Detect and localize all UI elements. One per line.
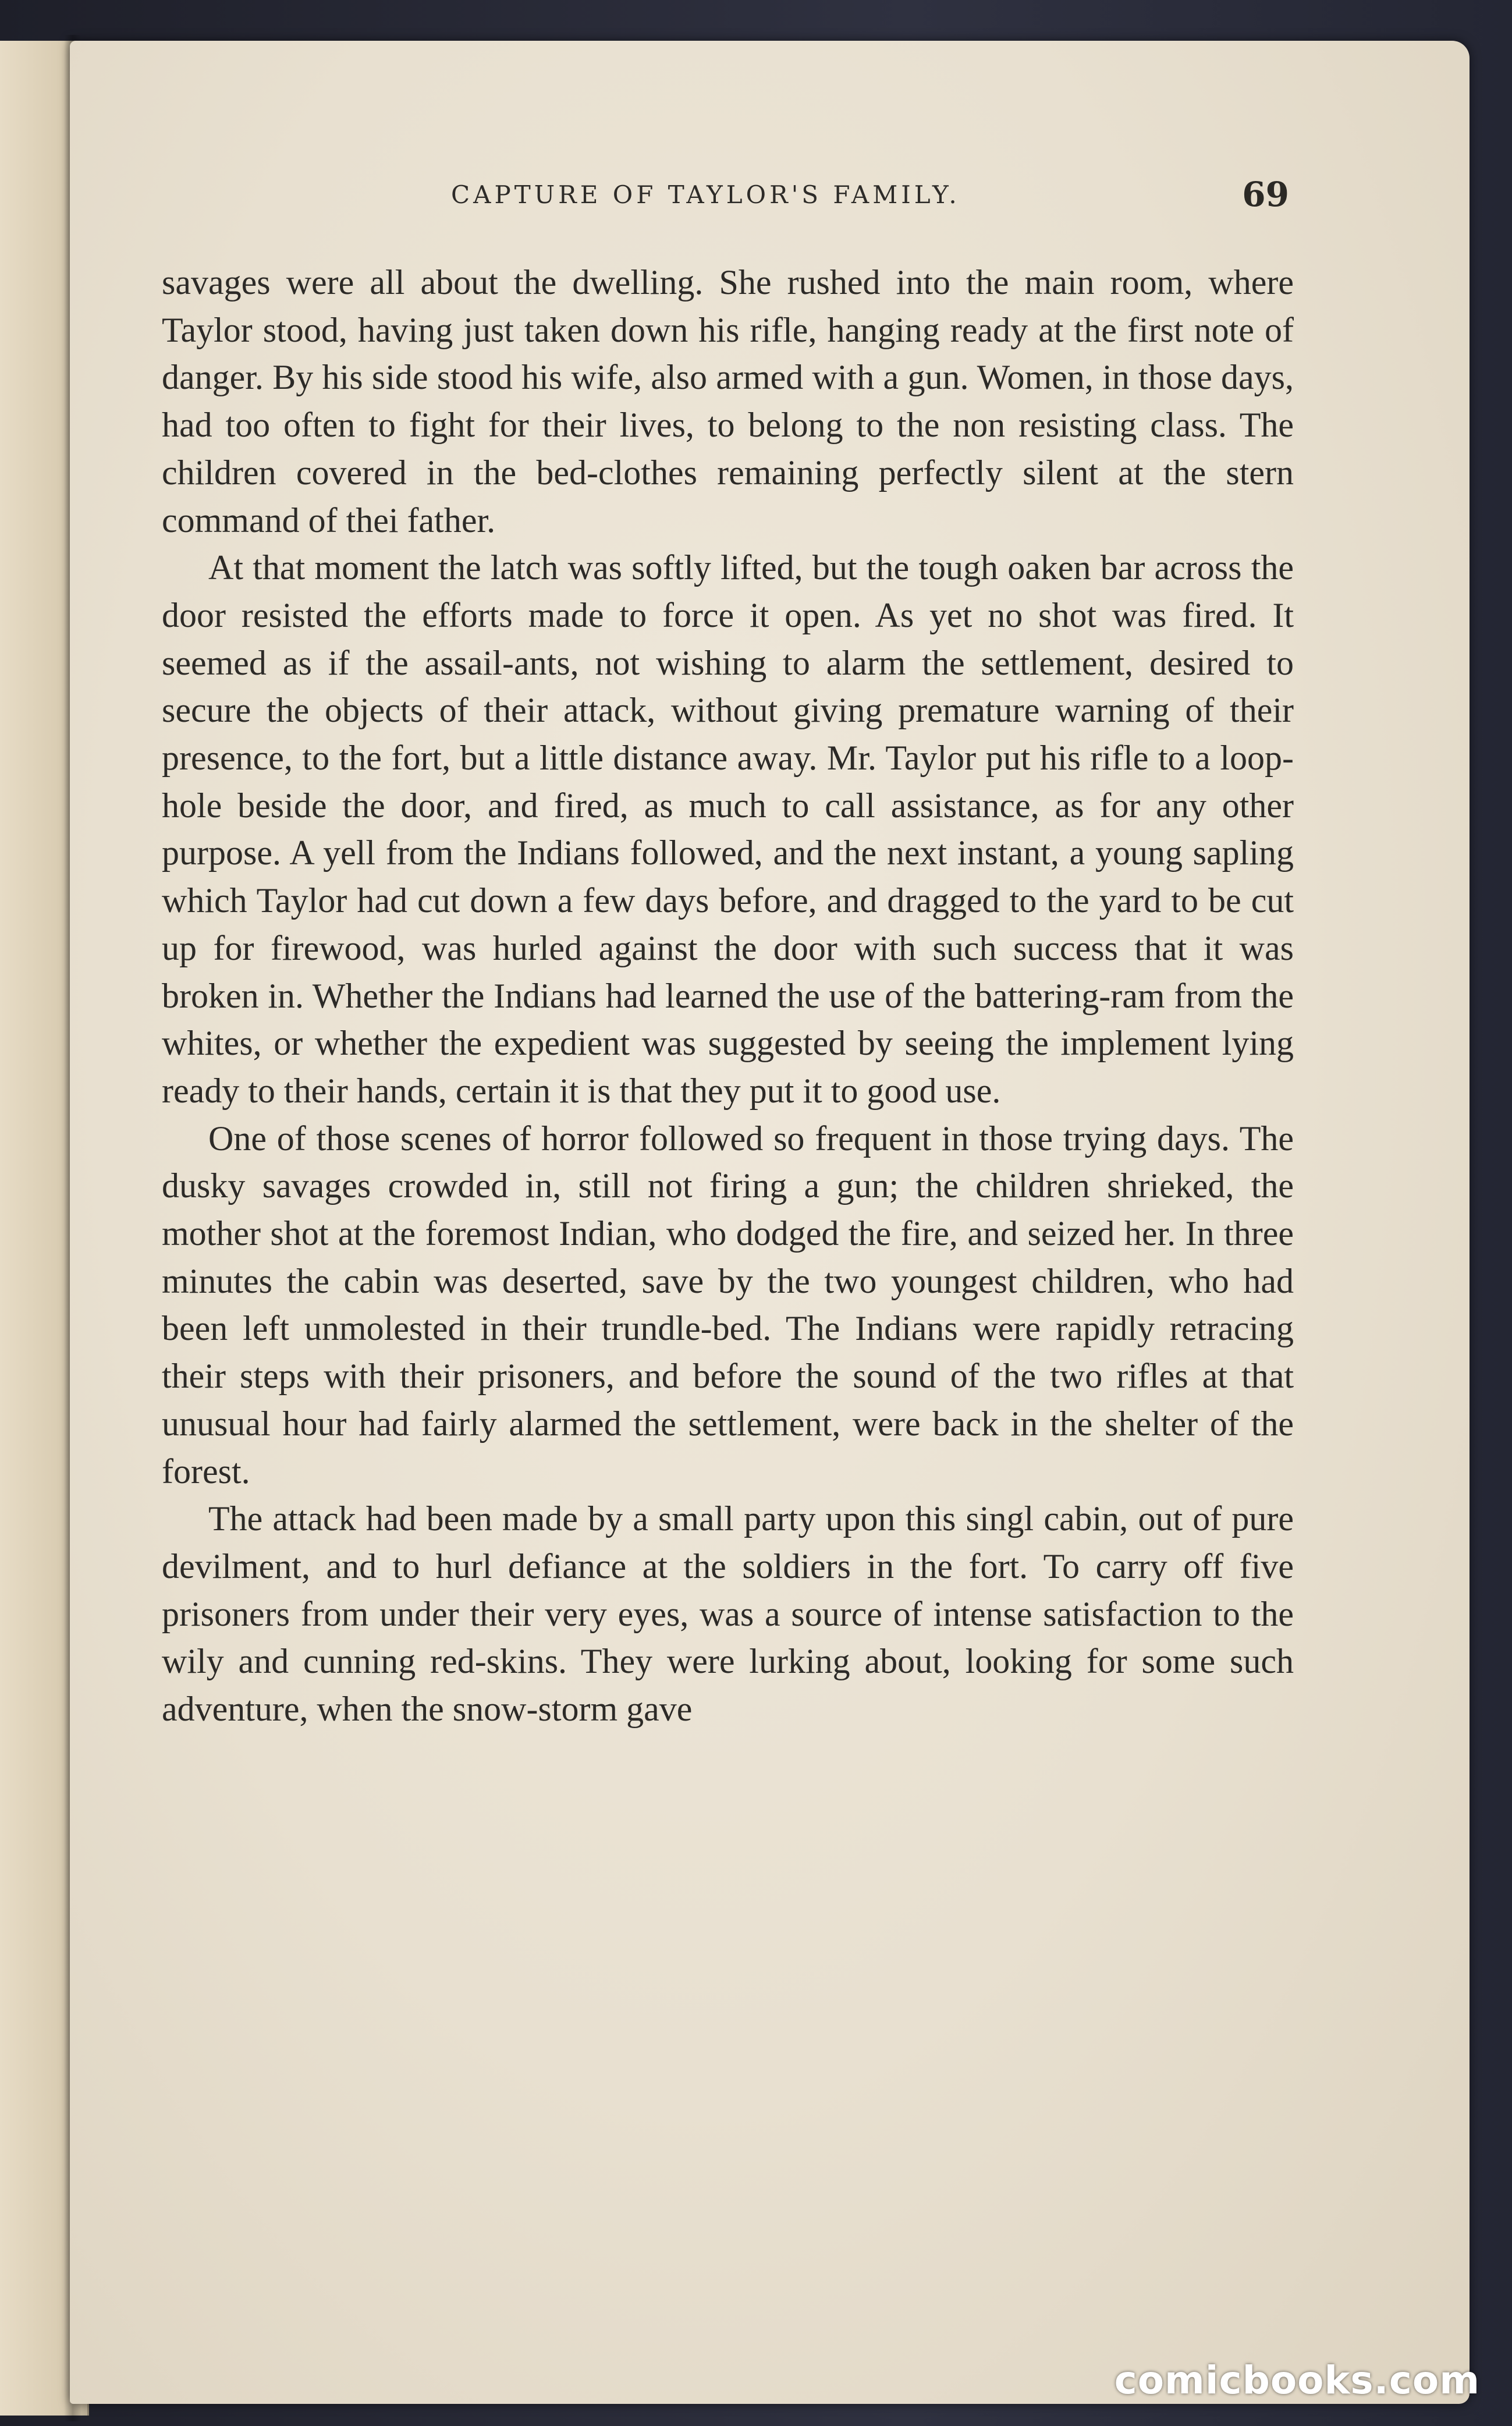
running-title: CAPTURE OF TAYLOR'S FAMILY. — [451, 180, 960, 209]
paragraph: The attack had been made by a small party upon this singl cabin, out of pure devilment, and to hurl defiance at the soldiers in the fort. To carry off five prisoners from under their very eyes, was a source of intense satisfaction to the wily and cunning red-skins. They were lurking about, looking for some such adventure, when the snow-storm gave — [162, 1499, 1294, 1729]
paragraph: At that moment the latch was softly lifted, but the tough oaken bar across the door resisted the efforts made to force it open. As yet no shot was fired. It seemed as if the assail-ants, not wishing to alarm the settlement, desired to secure the objects of their attack, without giving premature warning of their presence, to the fort, but a little distance away. Mr. Taylor put his rifle to a loop-hole beside the door, and fired, as much to call assistance, as for any other purpose. A yell from the Indians followed, and the next instant, a young sapling which Taylor had cut down a few days before, and dragged to the yard to be cut up for firewood, was hurled against the door with such success that it was broken in. Whether the Indians had learned the use of the battering-ram from the whites, or whether the expedient was suggested by seeing the implement lying ready to their hands, certain it is that they put it to good use. — [162, 548, 1294, 1110]
body-text — [162, 259, 1294, 1733]
running-header — [125, 175, 1289, 221]
paragraph: savages were all about the dwelling. She rushed into the main room, where Taylor stood, having just taken down his rifle, hanging ready at the first note of danger. By his side stood his wife, also armed with a gun. Women, in those days, had too often to fight for their lives, to belong to the non resisting class. The children covered in the bed-clothes remaining perfectly silent at the stern command of thei father. — [162, 263, 1294, 540]
paragraph: One of those scenes of horror followed so frequent in those trying days. The dusky savages crowded in, still not firing a gun; the children shrieked, the mother shot at the foremost Indian, who dodged the fire, and seized her. In three minutes the cabin was deserted, save by the two youngest children, who had been left unmolested in their trundle-bed. The Indians were rapidly retracing their steps with their prisoners, and before the sound of the two rifles at that unusual hour had fairly alarmed the settlement, were back in the shelter of the forest. — [162, 1119, 1294, 1491]
site-watermark: comicbooks.com — [1114, 2358, 1480, 2403]
page-number: 69 — [1242, 175, 1289, 214]
